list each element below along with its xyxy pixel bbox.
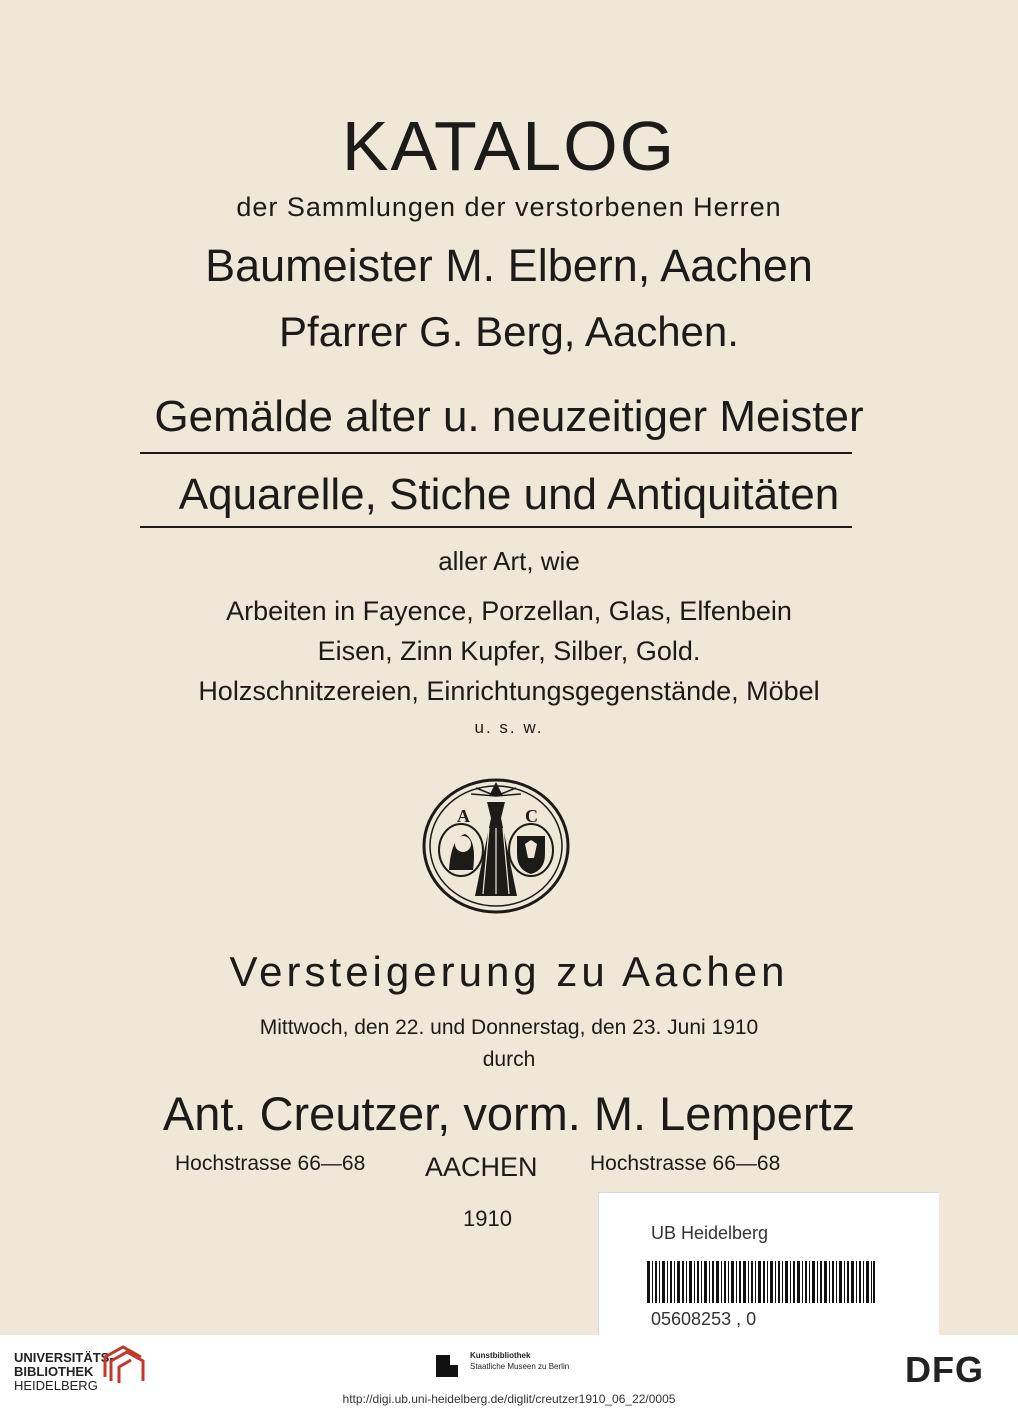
owner-name-2: Pfarrer G. Berg, Aachen. <box>279 308 739 355</box>
heading-paintings: Gemälde alter u. neuzeitiger Meister <box>154 392 864 441</box>
heading-rule-1 <box>140 452 852 454</box>
ub-logo-line: UNIVERSITÄTS- <box>14 1350 114 1365</box>
item-line: Eisen, Zinn Kupfer, Silber, Gold. <box>317 636 701 666</box>
auction-title: Versteigerung zu Aachen <box>229 948 789 995</box>
barcode-icon <box>647 1261 875 1303</box>
city-name: AACHEN <box>425 1152 538 1182</box>
library-label-title: UB Heidelberg <box>651 1223 769 1243</box>
seal-letter-left: A <box>457 806 470 826</box>
kb-line: Kunstbibliothek <box>470 1351 531 1360</box>
publication-year: 1910 <box>463 1206 512 1231</box>
address-right: Hochstrasse 66—68 <box>590 1152 781 1175</box>
kunstbibliothek-logo-icon <box>432 1351 462 1381</box>
dfg-logo[interactable]: DFG <box>905 1349 984 1390</box>
kb-line: Staatliche Museen zu Berlin <box>470 1362 570 1371</box>
ub-logo-line: HEIDELBERG <box>14 1378 98 1393</box>
library-label <box>598 1192 939 1336</box>
source-url[interactable]: http://digi.ub.uni-heidelberg.de/diglit/creutzer1910_06_22/0005 <box>342 1392 676 1406</box>
items-intro: aller Art, wie <box>438 546 580 576</box>
library-label-code: 05608253 , 0 <box>651 1309 757 1329</box>
ub-logo-mark-icon <box>101 1343 147 1385</box>
catalog-title: KATALOG <box>341 107 677 185</box>
item-line: Arbeiten in Fayence, Porzellan, Glas, Elfenbein <box>226 596 792 626</box>
auction-by: durch <box>482 1048 536 1071</box>
address-left: Hochstrasse 66—68 <box>175 1152 366 1175</box>
catalog-subtitle: der Sammlungen der verstorbenen Herren <box>236 192 782 222</box>
publisher-seal-icon <box>421 778 571 914</box>
ub-logo-line: BIBLIOTHEK <box>14 1364 94 1379</box>
etcetera: u. s. w. <box>474 718 544 737</box>
owner-name-1: Baumeister M. Elbern, Aachen <box>205 240 813 291</box>
heading-rule-2 <box>140 526 852 528</box>
auctioneer-name: Ant. Creutzer, vorm. M. Lempertz <box>162 1087 856 1140</box>
ub-heidelberg-logo[interactable] <box>14 1351 114 1393</box>
kunstbibliothek-logo-text[interactable] <box>470 1350 569 1372</box>
heading-watercolors: Aquarelle, Stiche und Antiquitäten <box>178 470 840 519</box>
footer-bar <box>0 1335 1018 1409</box>
item-line: Holzschnitzereien, Einrichtungsgegenstände, Möbel <box>198 676 820 706</box>
auction-dates: Mittwoch, den 22. und Donnerstag, den 23. Juni 1910 <box>259 1016 759 1039</box>
seal-letter-right: C <box>525 806 538 826</box>
